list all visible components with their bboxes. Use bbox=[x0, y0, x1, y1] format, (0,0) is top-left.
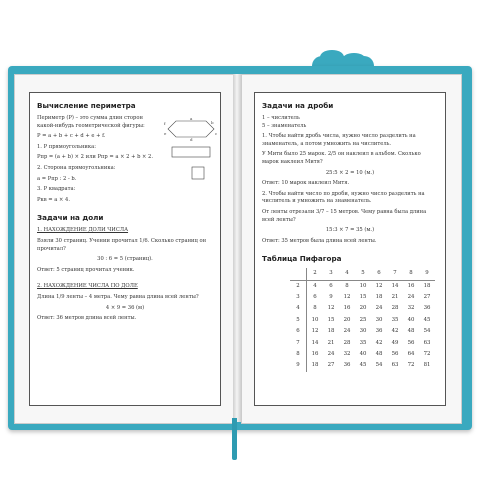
fraction-answer1: Ответ: 10 марок наклеил Митя. bbox=[262, 180, 350, 187]
pythagoras-cell: 36 bbox=[375, 328, 383, 335]
pythagoras-cell: 8 bbox=[313, 305, 317, 312]
pythagoras-cell: 36 bbox=[343, 362, 351, 369]
geometry-shapes bbox=[162, 117, 221, 187]
perimeter-intro: Периметр (P) – это сумма длин сторон какой-нибудь геометрической фигуры: bbox=[37, 115, 145, 129]
fraction-task2: От ленты отрезали 3/7 – 15 метров. Чему равна была длина всей ленты? bbox=[262, 208, 427, 223]
label-c: c bbox=[215, 131, 218, 136]
notebook-spine bbox=[233, 74, 241, 422]
pythagoras-cell: 48 bbox=[375, 350, 383, 357]
legend-denominator: 5 – знаменатель bbox=[262, 122, 307, 129]
pythagoras-table bbox=[290, 268, 435, 372]
pythagoras-cell: 54 bbox=[375, 362, 383, 369]
pythagoras-cell: 20 bbox=[343, 316, 351, 323]
pythagoras-cell: 27 bbox=[423, 293, 431, 300]
pythagoras-cell: 27 bbox=[327, 362, 335, 369]
pythagoras-cell: 56 bbox=[407, 339, 415, 346]
pythagoras-row-head: 6 bbox=[290, 326, 307, 337]
pythagoras-cell: 8 bbox=[345, 282, 349, 289]
share2-text: Длина 1/9 ленты – 4 метра. Чему равна длина всей ленты? bbox=[37, 293, 199, 300]
perimeter-formula: P = a + b + c + d + e + f. bbox=[37, 133, 106, 140]
pythagoras-cell: 24 bbox=[327, 350, 335, 357]
pythagoras-cell: 45 bbox=[359, 362, 367, 369]
pythagoras-cell: 28 bbox=[391, 305, 399, 312]
pythagoras-cell: 56 bbox=[391, 350, 399, 357]
square-head: 3. P квадрата: bbox=[37, 186, 76, 193]
pythagoras-cell: 42 bbox=[391, 328, 399, 335]
share2-answer: Ответ: 36 метров длина всей ленты. bbox=[37, 315, 137, 322]
hexagon-shape bbox=[168, 121, 214, 137]
pythagoras-cell: 24 bbox=[407, 293, 415, 300]
share2-calc: 4 × 9 = 36 (м) bbox=[105, 304, 145, 311]
label-e: e bbox=[164, 131, 167, 136]
pythagoras-cell: 45 bbox=[423, 316, 431, 323]
pythagoras-header-cell: 8 bbox=[403, 268, 419, 280]
left-page bbox=[14, 74, 235, 424]
pythagoras-cell: 18 bbox=[311, 362, 319, 369]
label-b: b bbox=[211, 120, 214, 125]
pythagoras-cell: 10 bbox=[311, 316, 319, 323]
bookmark-ribbon bbox=[232, 418, 237, 460]
pythagoras-row-head: 5 bbox=[290, 315, 307, 326]
pythagoras-cell: 72 bbox=[407, 362, 415, 369]
pythagoras-header-cell: 2 bbox=[307, 268, 324, 280]
fraction-calc2: 15:3 × 7 = 35 (м.) bbox=[325, 227, 375, 234]
pythagoras-cell: 12 bbox=[327, 305, 335, 312]
pythagoras-cell: 32 bbox=[407, 305, 415, 312]
pythagoras-cell: 6 bbox=[313, 293, 317, 300]
pythagoras-cell: 40 bbox=[359, 350, 367, 357]
pythagoras-cell: 12 bbox=[343, 293, 351, 300]
pythagoras-cell: 40 bbox=[407, 316, 415, 323]
pythagoras-cell: 14 bbox=[311, 339, 319, 346]
pythagoras-cell: 25 bbox=[359, 316, 367, 323]
pythagoras-cell: 30 bbox=[375, 316, 383, 323]
rect-head: 1. P прямоугольника: bbox=[37, 143, 96, 150]
pythagoras-row-head: 3 bbox=[290, 292, 307, 303]
pythagoras-row-head: 7 bbox=[290, 338, 307, 349]
pythagoras-cell: 72 bbox=[423, 350, 431, 357]
left-page-frame bbox=[29, 92, 221, 406]
share2-head: 2. НАХОЖДЕНИЕ ЧИСЛА ПО ДОЛЕ bbox=[37, 283, 138, 290]
fraction-answer2: Ответ: 35 метров была длина всей ленты. bbox=[262, 237, 377, 244]
pythagoras-cell: 16 bbox=[407, 282, 415, 289]
pythagoras-cell: 18 bbox=[327, 328, 335, 335]
side-head: 2. Сторона прямоугольника: bbox=[37, 164, 116, 171]
side-formula: a = Pпр : 2 - b. bbox=[37, 175, 77, 182]
pythagoras-cell: 21 bbox=[327, 339, 335, 346]
label-f: f bbox=[164, 121, 166, 126]
pythagoras-cell: 18 bbox=[423, 282, 431, 289]
pythagoras-row bbox=[290, 303, 435, 314]
pythagoras-header-cell: 4 bbox=[339, 268, 355, 280]
pythagoras-cell: 24 bbox=[343, 328, 351, 335]
pythagoras-cell: 21 bbox=[391, 293, 399, 300]
pythagoras-cell: 54 bbox=[423, 328, 431, 335]
pythagoras-row bbox=[290, 280, 435, 292]
label-d: d bbox=[190, 137, 193, 142]
pythagoras-header-cell: 5 bbox=[355, 268, 371, 280]
pythagoras-cell: 12 bbox=[375, 282, 383, 289]
fraction-rule1: 1. Чтобы найти дробь числа, нужно число разделить на знаменатель, а потом умножить на числитель. bbox=[262, 133, 416, 147]
pythagoras-cell: 15 bbox=[359, 293, 367, 300]
pythagoras-title: Таблица Пифагора bbox=[262, 254, 342, 264]
pythagoras-cell: 14 bbox=[391, 282, 399, 289]
fraction-task1: У Мити было 25 марок. 2/5 он наклеил в альбом. Сколько марок наклеил Митя? bbox=[262, 151, 421, 165]
pythagoras-cell: 6 bbox=[329, 282, 333, 289]
pythagoras-cell: 36 bbox=[423, 305, 431, 312]
shares-title: Задачи на доли bbox=[37, 213, 104, 223]
fractions-title: Задачи на дроби bbox=[262, 101, 334, 110]
share1-calc: 30 : 6 = 5 (страниц). bbox=[97, 256, 153, 263]
right-content bbox=[255, 93, 445, 372]
pythagoras-cell: 81 bbox=[423, 362, 431, 369]
perimeter-title: Вычисление периметра bbox=[37, 101, 136, 110]
pythagoras-cell: 15 bbox=[327, 316, 335, 323]
pythagoras-cell: 64 bbox=[407, 350, 415, 357]
share1-text: Взяли 30 страниц. Учении прочитал 1/6. Сколько страниц он прочитал? bbox=[37, 237, 207, 252]
right-page bbox=[241, 74, 462, 424]
pythagoras-row bbox=[290, 349, 435, 360]
square-formula: Pкв = a × 4. bbox=[37, 196, 70, 203]
pythagoras-cell: 35 bbox=[391, 316, 399, 323]
pythagoras-cell: 4 bbox=[313, 282, 317, 289]
fraction-calc1: 25:5 × 2 = 10 (м.) bbox=[325, 169, 375, 176]
pythagoras-header-cell: 6 bbox=[371, 268, 387, 280]
share1-head: 1. НАХОЖДЕНИЕ ДОЛИ ЧИСЛА bbox=[37, 227, 129, 234]
pythagoras-cell: 35 bbox=[359, 339, 367, 346]
pythagoras-row bbox=[290, 315, 435, 326]
pythagoras-row bbox=[290, 326, 435, 337]
pythagoras-cell: 48 bbox=[407, 328, 415, 335]
pythagoras-cell: 30 bbox=[359, 328, 367, 335]
pythagoras-cell: 16 bbox=[343, 305, 351, 312]
pythagoras-cell: 28 bbox=[343, 339, 351, 346]
pythagoras-cell: 42 bbox=[375, 339, 383, 346]
pythagoras-cell: 24 bbox=[375, 305, 383, 312]
pythagoras-cell: 63 bbox=[423, 339, 431, 346]
pythagoras-header-cell: 3 bbox=[323, 268, 339, 280]
rectangle-shape bbox=[172, 147, 210, 157]
pythagoras-row bbox=[290, 292, 435, 303]
pythagoras-cell: 63 bbox=[391, 362, 399, 369]
pythagoras-row-head: 9 bbox=[290, 360, 307, 371]
pythagoras-row-head: 8 bbox=[290, 349, 307, 360]
pythagoras-cell: 12 bbox=[311, 328, 319, 335]
legend-numerator: 1 – числитель bbox=[262, 115, 300, 121]
pythagoras-row-head: 2 bbox=[290, 280, 307, 292]
pythagoras-cell: 20 bbox=[359, 305, 367, 312]
rect-formula: Pпр = (a + b) × 2 или Pпр = a × 2 + b × 2. bbox=[37, 154, 153, 161]
label-a: a bbox=[190, 117, 193, 121]
pythagoras-row bbox=[290, 338, 435, 349]
pythagoras-cell: 16 bbox=[311, 350, 319, 357]
pythagoras-row-head: 4 bbox=[290, 303, 307, 314]
share1-answer: Ответ: 5 страниц прочитал ученик. bbox=[37, 266, 135, 273]
square-shape bbox=[192, 167, 204, 179]
pythagoras-corner bbox=[290, 268, 307, 280]
pythagoras-cell: 10 bbox=[359, 282, 367, 289]
pythagoras-header-row bbox=[290, 268, 435, 280]
pythagoras-cell: 9 bbox=[329, 293, 333, 300]
pythagoras-header-cell: 7 bbox=[387, 268, 403, 280]
pythagoras-cell: 32 bbox=[343, 350, 351, 357]
fraction-rule2: 2. Чтобы найти число по дроби, нужно число разделить на числитель и умножить на знаменатель. bbox=[262, 190, 425, 205]
pythagoras-cell: 18 bbox=[375, 293, 383, 300]
pythagoras-cell: 49 bbox=[391, 339, 399, 346]
pythagoras-row bbox=[290, 360, 435, 371]
pythagoras-header-cell: 9 bbox=[419, 268, 435, 280]
right-page-frame bbox=[254, 92, 446, 406]
